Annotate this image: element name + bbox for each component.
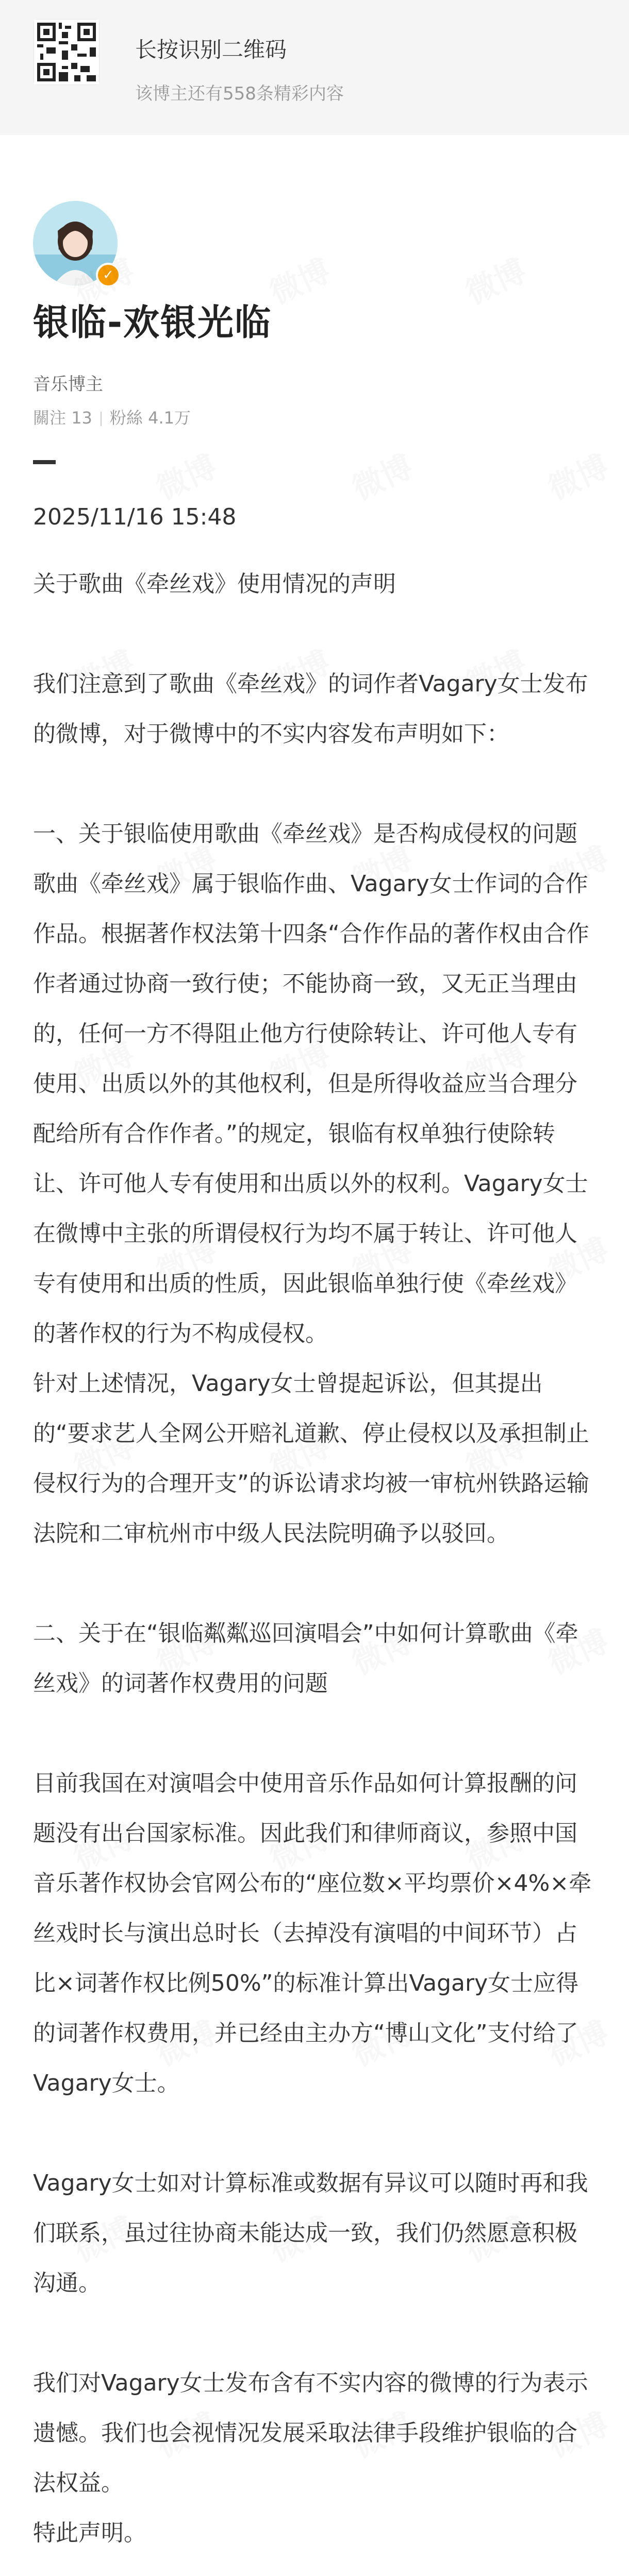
post-paragraph: Vagary女士如对计算标准或数据有异议可以随时再和我们联系，虽过往协商未能达成一致，我们仍然愿意积极沟通。	[33, 2170, 588, 2296]
post-paragraph: 针对上述情况，Vagary女士曾提起诉讼，但其提出的“要求艺人全网公开赔礼道歉、停止侵权以及承担制止侵权行为的合理开支”的诉讼请求均被一审杭州铁路运输法院和二审杭州市中级人民法院明确予以驳回。	[33, 1370, 589, 1547]
post-paragraph: 二、关于在“银临粼粼巡回演唱会”中如何计算歌曲《牵丝戏》的词著作权费用的问题	[33, 1620, 578, 1697]
banner-subtitle: 该博主还有558条精彩内容	[135, 83, 344, 104]
post-paragraph: 目前我国在对演唱会中使用音乐作品如何计算报酬的问题没有出台国家标准。因此我们和律师商议，参照中国音乐著作权协会官网公布的“座位数×平均票价×4%×牵丝戏时长与演出总时长（去掉没有演唱的中间环节）占比×词著作权比例50%”的标准计算出Vagary女士应得的词著作权费用，并已经由主办方“博山文化”支付给了Vagary女士。	[33, 1770, 592, 2096]
follow-count: 13	[71, 408, 92, 428]
post-datetime: 2025/11/16 15:48	[33, 504, 237, 530]
paragraph-gap	[33, 759, 595, 809]
post-paragraph: 特此声明。	[33, 2520, 146, 2546]
qr-banner	[0, 0, 629, 135]
post-paragraph: 一、关于银临使用歌曲《牵丝戏》是否构成侵权的问题	[33, 821, 577, 847]
profile-stats	[33, 405, 191, 429]
banner-title: 长按识别二维码	[135, 37, 287, 62]
post-content	[33, 559, 595, 2558]
post-paragraph: 歌曲《牵丝戏》属于银临作曲、Vagary女士作词的合作作品。根据著作权法第十四条“合作作品的著作权由合作作者通过协商一致行使；不能协商一致，又无正当理由的，任何一方不得阻止他方行使除转让、许可他人专有使用、出质以外的其他权利，但是所得收益应当合理分配给所有合作作者。”的规定，银临有权单独行使除转让、许可他人专有使用和出质以外的权利。Vagary女士在微博中主张的所谓侵权行为均不属于转让、许可他人专有使用和出质的性质，因此银临单独行使《牵丝戏》的著作权的行为不构成侵权。	[33, 871, 589, 1347]
fans-count: 4.1万	[148, 408, 191, 428]
profile-name[interactable]: 银临-欢银光临	[33, 301, 272, 344]
paragraph-gap	[33, 2108, 595, 2158]
section-divider	[33, 460, 56, 464]
stats-divider	[101, 412, 102, 426]
post-paragraph: 我们对Vagary女士发布含有不实内容的微博的行为表示遗憾。我们也会视情况发展采取法律手段维护银临的合法权益。	[33, 2370, 588, 2496]
verified-badge-icon: ✓	[96, 263, 121, 287]
post-paragraph: 关于歌曲《牵丝戏》使用情况的声明	[33, 571, 396, 597]
paragraph-gap	[33, 1708, 595, 1758]
follow-label: 關注	[33, 408, 67, 428]
profile-role: 音乐博主	[33, 374, 103, 395]
paragraph-gap	[33, 1558, 595, 1608]
paragraph-gap	[33, 2308, 595, 2358]
post-paragraph: 我们注意到了歌曲《牵丝戏》的词作者Vagary女士发布的微博，对于微博中的不实内容发布声明如下：	[33, 671, 588, 747]
qr-code-small[interactable]	[34, 20, 99, 84]
fans-label: 粉絲	[109, 408, 143, 428]
